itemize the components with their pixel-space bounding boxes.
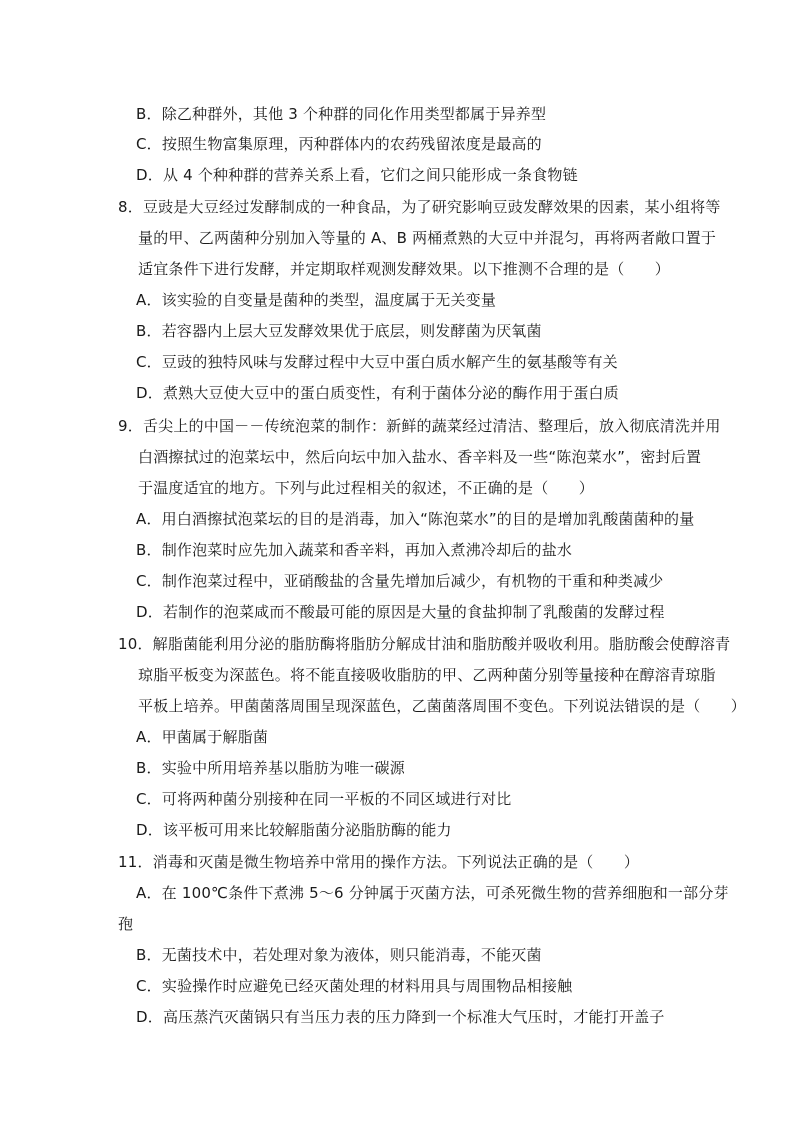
q10-option-c: C．可将两种菌分别接种在同一平板的不同区域进行对比 (136, 790, 512, 808)
q9-option-a: A．用白酒擦拭泡菜坛的目的是消毒，加入“陈泡菜水”的目的是增加乳酸菌菌种的量 (136, 510, 695, 528)
q7-option-c: C．按照生物富集原理，丙种群体内的农药残留浓度是最高的 (136, 135, 542, 153)
q9-option-d: D．若制作的泡菜咸而不酸最可能的原因是大量的食盐抑制了乳酸菌的发酵过程 (136, 603, 665, 621)
q8-stem-line-3: 适宜条件下进行发酵，并定期取样观测发酵效果。以下推测不合理的是（ ） (138, 260, 671, 278)
q10-option-d: D．该平板可用来比较解脂菌分泌脂肪酶的能力 (136, 821, 452, 839)
q10-stem-line-1: 10．解脂菌能利用分泌的脂肪酶将脂肪分解成甘油和脂肪酸并吸收利用。脂肪酸会使醇溶青 (118, 635, 731, 653)
q11-stem-line-1: 11．消毒和灭菌是微生物培养中常用的操作方法。下列说法正确的是（ ） (118, 853, 640, 871)
q11-option-c: C．实验操作时应避免已经灭菌处理的材料用具与周围物品相接触 (136, 977, 573, 995)
q11-option-d: D．高压蒸汽灭菌锅只有当压力表的压力降到一个标准大气压时，才能打开盖子 (136, 1008, 665, 1026)
q9-stem-line-3: 于温度适宜的地方。下列与此过程相关的叙述，不正确的是（ ） (138, 479, 595, 497)
q9-option-c: C．制作泡菜过程中，亚硝酸盐的含量先增加后减少，有机物的干重和种类减少 (136, 572, 664, 590)
q9-stem-line-1: 9．舌尖上的中国－－传统泡菜的制作：新鲜的蔬菜经过清洁、整理后，放入彻底清洗并用 (118, 417, 721, 435)
q8-option-b: B．若容器内上层大豆发酵效果优于底层，则发酵菌为厌氧菌 (136, 322, 542, 340)
q8-option-c: C．豆豉的独特风味与发酵过程中大豆中蛋白质水解产生的氨基酸等有关 (136, 353, 618, 371)
q11-option-a: A．在 100℃条件下煮沸 5～6 分钟属于灭菌方法，可杀死微生物的营养细胞和一部分芽 (136, 884, 729, 902)
q7-option-b: B．除乙种群外，其他 3 个种群的同化作用类型都属于异养型 (136, 105, 547, 123)
q8-option-d: D．煮熟大豆使大豆中的蛋白质变性，有利于菌体分泌的酶作用于蛋白质 (136, 384, 619, 402)
q7-option-d: D．从 4 个种种群的营养关系上看，它们之间只能形成一条食物链 (136, 166, 578, 184)
q11-option-a-continued: 孢 (118, 915, 134, 933)
q10-option-a: A．甲菌属于解脂菌 (136, 728, 269, 746)
q8-stem-line-2: 量的甲、乙两菌种分别加入等量的 A、B 两桶煮熟的大豆中并混匀，再将两者敞口置于 (138, 229, 717, 247)
q10-option-b: B．实验中所用培养基以脂肪为唯一碳源 (136, 759, 405, 777)
q11-option-b: B．无菌技术中，若处理对象为液体，则只能消毒，不能灭菌 (136, 946, 542, 964)
q8-option-a: A．该实验的自变量是菌种的类型，温度属于无关变量 (136, 291, 497, 309)
q10-stem-line-2: 琼脂平板变为深蓝色。将不能直接吸收脂肪的甲、乙两种菌分别等量接种在醇溶青琼脂 (138, 666, 716, 684)
q9-option-b: B．制作泡菜时应先加入蔬菜和香辛料，再加入煮沸冷却后的盐水 (136, 541, 573, 559)
q8-stem-line-1: 8．豆豉是大豆经过发酵制成的一种食品，为了研究影响豆豉发酵效果的因素，某小组将等 (118, 198, 721, 216)
q9-stem-line-2: 白酒擦拭过的泡菜坛中，然后向坛中加入盐水、香辛料及一些“陈泡菜水”，密封后置 (138, 448, 702, 466)
q10-stem-line-3: 平板上培养。甲菌菌落周围呈现深蓝色，乙菌菌落周围不变色。下列说法错误的是（ ） (138, 697, 747, 715)
